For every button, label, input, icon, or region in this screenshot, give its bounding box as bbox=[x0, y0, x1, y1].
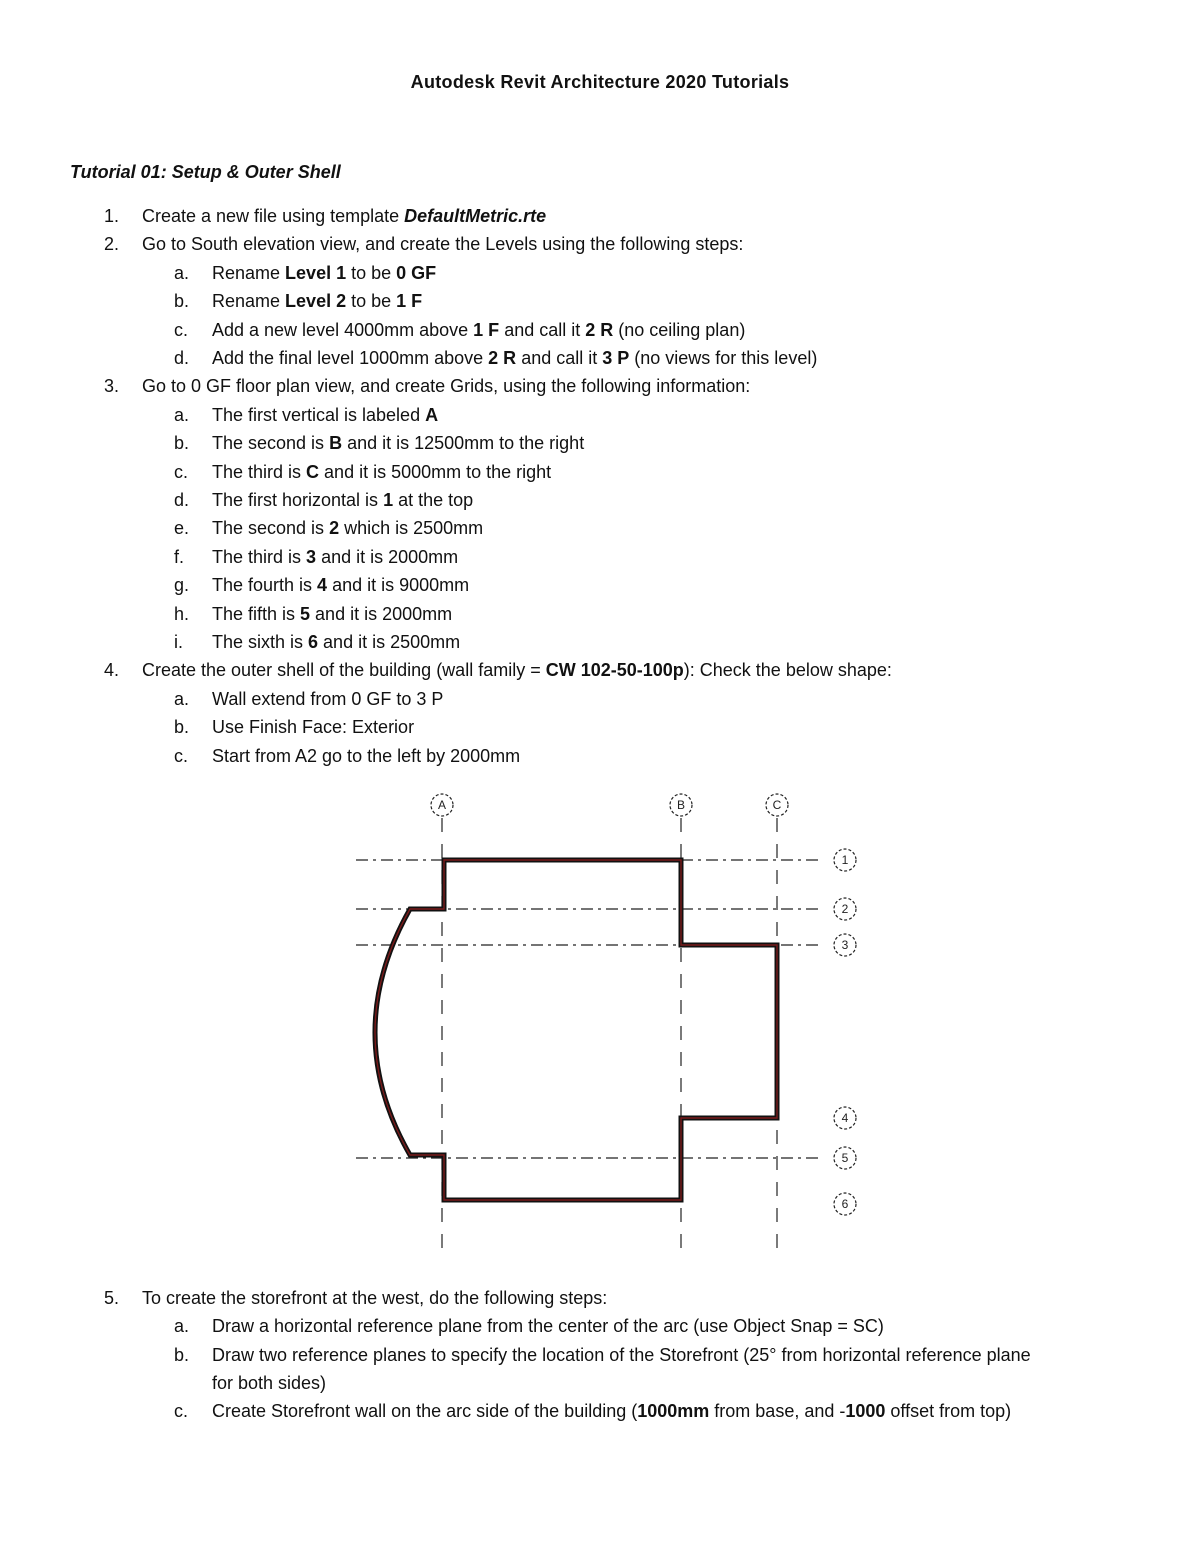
text-run: and it is 2000mm bbox=[316, 546, 459, 567]
sub-list-letter: h. bbox=[174, 603, 190, 624]
tutorial-subtitle: Tutorial 01: Setup & Outer Shell bbox=[70, 162, 341, 182]
sub-list-letter: e. bbox=[174, 518, 190, 539]
grid-label: 3 bbox=[841, 938, 849, 952]
sub-list-letter: b. bbox=[174, 291, 190, 312]
sub-list-text bbox=[212, 489, 473, 511]
text-run: The second is bbox=[212, 518, 330, 539]
text-run: 5 bbox=[300, 603, 311, 624]
text-run: at the top bbox=[393, 490, 474, 510]
text-run: Go to 0 GF floor plan view, and create Grids, using the following information: bbox=[142, 376, 751, 397]
sub-list-letter: a. bbox=[174, 688, 190, 709]
text-run: Use Finish Face: Exterior bbox=[212, 717, 415, 738]
text-run: 2 R bbox=[585, 319, 614, 340]
text-run: 6 bbox=[308, 632, 319, 652]
sub-list-text bbox=[212, 404, 438, 426]
text-run: 1 F bbox=[396, 291, 423, 312]
grid-label: 4 bbox=[841, 1111, 849, 1125]
list-number: 4. bbox=[104, 660, 120, 681]
text-run: The sixth is bbox=[212, 632, 309, 652]
grid-label: B bbox=[676, 798, 686, 812]
grid-label: 1 bbox=[841, 853, 849, 867]
text-run: 1 F bbox=[473, 319, 500, 340]
sub-list-letter: a. bbox=[174, 1316, 190, 1337]
sub-list-text bbox=[212, 290, 422, 312]
sub-list-text bbox=[212, 745, 520, 767]
text-run: The first horizontal is bbox=[212, 490, 384, 510]
sub-list-text bbox=[212, 1344, 1031, 1366]
grid-label: C bbox=[772, 798, 782, 812]
sub-list-letter: c. bbox=[174, 745, 189, 766]
sub-list-text bbox=[212, 432, 584, 454]
text-run: and it is 9000mm bbox=[327, 575, 470, 596]
sub-list-letter: d. bbox=[174, 348, 190, 368]
list-text bbox=[142, 205, 546, 227]
sub-list-text bbox=[212, 319, 745, 341]
sub-list-text bbox=[212, 461, 551, 483]
list-number: 2. bbox=[104, 234, 120, 255]
sub-list-letter: d. bbox=[174, 490, 190, 510]
sub-list-text bbox=[212, 631, 460, 653]
text-run: which is 2500mm bbox=[339, 518, 484, 539]
text-run: 1000mm bbox=[637, 1401, 710, 1422]
text-run: Rename bbox=[212, 291, 286, 312]
text-run: Start from A2 go to the left by 2000mm bbox=[212, 745, 521, 766]
list-text bbox=[142, 659, 892, 681]
sub-list-text bbox=[212, 688, 443, 710]
list-text bbox=[142, 375, 750, 397]
text-run: Draw a horizontal reference plane from the center of the arc (use Object Snap = SC) bbox=[212, 1316, 884, 1337]
text-run: Go to South elevation view, and create the Levels using the following steps: bbox=[142, 234, 744, 255]
sub-list-letter: a. bbox=[174, 262, 190, 283]
text-run: Create the outer shell of the building (wall family = bbox=[142, 660, 546, 681]
text-run: Draw two reference planes to specify the location of the Storefront (25° from horizontal reference plane bbox=[212, 1344, 1031, 1365]
text-run: The fourth is bbox=[212, 575, 318, 596]
list-text bbox=[142, 233, 743, 255]
text-run: The fifth is bbox=[212, 603, 301, 624]
text-run: 3 bbox=[306, 546, 317, 567]
text-run: to be bbox=[346, 291, 397, 312]
sub-list-text bbox=[212, 1400, 1011, 1422]
text-run: ): Check the below shape: bbox=[683, 660, 892, 681]
text-run: Create a new file using template bbox=[142, 206, 405, 226]
text-run: A bbox=[425, 404, 439, 425]
sub-list-text bbox=[212, 546, 458, 568]
text-run: and call it bbox=[499, 319, 586, 340]
text-run: 2 R bbox=[488, 348, 517, 368]
list-number: 5. bbox=[104, 1288, 120, 1308]
sub-list-letter: f. bbox=[174, 546, 185, 567]
text-run: 1000 bbox=[845, 1401, 886, 1422]
sub-list-letter: i. bbox=[174, 632, 183, 652]
text-run: C bbox=[306, 461, 320, 482]
text-run: and it is 12500mm to the right bbox=[342, 433, 585, 454]
document-title: Autodesk Revit Architecture 2020 Tutorials bbox=[410, 72, 790, 92]
grid-label: 5 bbox=[841, 1151, 849, 1165]
text-run: and it is 2500mm bbox=[318, 632, 461, 652]
text-run: 3 P bbox=[602, 348, 630, 368]
text-run: CW 102-50-100p bbox=[545, 660, 684, 681]
grid-label: 2 bbox=[841, 902, 849, 916]
text-run: from base, and - bbox=[709, 1401, 846, 1422]
text-run: The third is bbox=[212, 461, 307, 482]
text-run: To create the storefront at the west, do the following steps: bbox=[142, 1288, 608, 1308]
text-run: 2 bbox=[329, 518, 340, 539]
sub-list-letter: c. bbox=[174, 319, 189, 340]
text-run: (no views for this level) bbox=[629, 348, 818, 368]
text-run: and it is 2000mm bbox=[310, 603, 453, 624]
sub-list-letter: g. bbox=[174, 575, 190, 596]
text-run: Add a new level 4000mm above bbox=[212, 319, 474, 340]
text-run: and it is 5000mm to the right bbox=[319, 461, 552, 482]
sub-list-text bbox=[212, 1315, 884, 1337]
sub-list-letter: b. bbox=[174, 717, 190, 738]
text-run: Level 2 bbox=[285, 291, 347, 312]
sub-list-text bbox=[212, 574, 469, 596]
text-run: The second is bbox=[212, 433, 330, 454]
sub-list-text bbox=[212, 603, 452, 625]
text-run: Wall extend from 0 GF to 3 P bbox=[212, 688, 444, 709]
sub-list-text bbox=[212, 347, 817, 369]
sub-list-text bbox=[212, 517, 483, 539]
sub-list-letter: c. bbox=[174, 1401, 189, 1422]
text-run: offset from top) bbox=[885, 1401, 1012, 1422]
grid-label: 6 bbox=[841, 1197, 849, 1211]
text-run: The third is bbox=[212, 546, 307, 567]
building-outer-wall bbox=[375, 860, 777, 1200]
list-number: 3. bbox=[104, 376, 120, 397]
sub-list-letter: b. bbox=[174, 433, 190, 454]
text-run: Level 1 bbox=[285, 262, 347, 283]
list-number: 1. bbox=[104, 206, 120, 226]
text-run: to be bbox=[346, 262, 397, 283]
text-run: and call it bbox=[516, 348, 603, 368]
sub-list-text bbox=[212, 1372, 326, 1394]
sub-list-letter: a. bbox=[174, 404, 190, 425]
text-run: 1 bbox=[383, 490, 394, 510]
list-text bbox=[142, 1287, 607, 1309]
floor-plan-diagram bbox=[340, 785, 880, 1270]
sub-list-text bbox=[212, 716, 414, 738]
text-run: B bbox=[329, 433, 343, 454]
text-run: Create Storefront wall on the arc side of the building ( bbox=[212, 1401, 638, 1422]
text-run: DefaultMetric.rte bbox=[404, 206, 547, 226]
text-run: Add the final level 1000mm above bbox=[212, 348, 489, 368]
grid-label: A bbox=[437, 798, 447, 812]
text-run: Rename bbox=[212, 262, 286, 283]
text-run: for both sides) bbox=[212, 1372, 327, 1393]
text-run: (no ceiling plan) bbox=[613, 319, 746, 340]
text-run: 0 GF bbox=[396, 262, 437, 283]
text-run: The first vertical is labeled bbox=[212, 404, 426, 425]
sub-list-letter: b. bbox=[174, 1344, 190, 1365]
sub-list-text bbox=[212, 262, 436, 284]
text-run: 4 bbox=[317, 575, 328, 596]
sub-list-letter: c. bbox=[174, 461, 189, 482]
